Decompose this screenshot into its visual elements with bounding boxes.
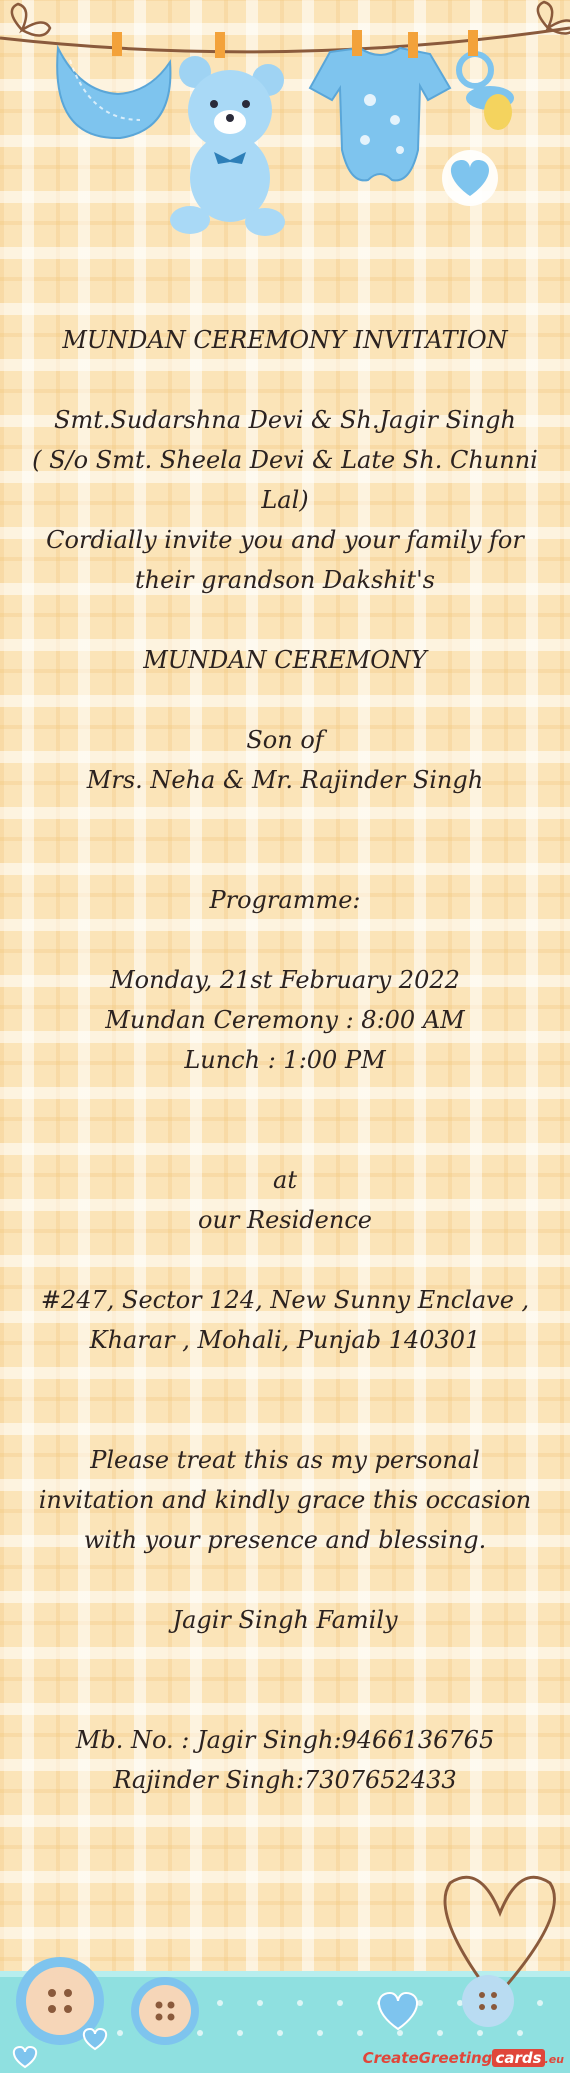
hosts: Smt.Sudarshna Devi & Sh.Jagir Singh	[54, 406, 516, 434]
invitation-text	[30, 320, 540, 1800]
contact-primary: Mb. No. : Jagir Singh:9466136765	[75, 1726, 495, 1754]
button-icon-middle	[131, 1977, 199, 2045]
logo-part1: CreateGreeting	[362, 2049, 493, 2067]
parents: Mrs. Neha & Mr. Rajinder Singh	[86, 766, 484, 794]
bottom-border-illustration	[0, 1853, 570, 2073]
bow-left	[12, 4, 50, 36]
invite-line: Cordially invite you and your family for their grandson Dakshit's	[46, 526, 524, 594]
bib-icon	[57, 32, 170, 138]
teddy-bear-icon	[170, 32, 285, 236]
son-of: Son of	[246, 726, 324, 754]
lunch-time: Lunch : 1:00 PM	[184, 1046, 386, 1074]
ceremony-time: Mundan Ceremony : 8:00 AM	[105, 1006, 465, 1034]
contact-secondary: Rajinder Singh:7307652433	[113, 1766, 457, 1794]
invitation-title: MUNDAN CEREMONY INVITATION	[62, 326, 508, 354]
address: #247, Sector 124, New Sunny Enclave , Kharar , Mohali, Punjab 140301	[40, 1286, 530, 1354]
onesie-icon	[310, 30, 450, 180]
clothesline-illustration	[0, 0, 570, 250]
event-name: MUNDAN CEREMONY	[143, 646, 427, 674]
heart-icon	[442, 150, 498, 206]
logo-part2: cards	[492, 2049, 544, 2067]
pacifier-icon	[459, 30, 514, 130]
programme-heading: Programme:	[209, 886, 361, 914]
signature: Jagir Singh Family	[172, 1606, 398, 1634]
logo-part3: .eu	[544, 2053, 564, 2066]
event-date: Monday, 21st February 2022	[110, 966, 460, 994]
at-label: at	[273, 1166, 297, 1194]
request-text: Please treat this as my personal invitation and kindly grace this occasion with your presence and blessing.	[38, 1446, 532, 1554]
venue: our Residence	[198, 1206, 372, 1234]
brand-logo[interactable]	[363, 2049, 564, 2067]
hosts-relation: ( S/o Smt. Sheela Devi & Late Sh. Chunni Lal)	[32, 446, 538, 514]
